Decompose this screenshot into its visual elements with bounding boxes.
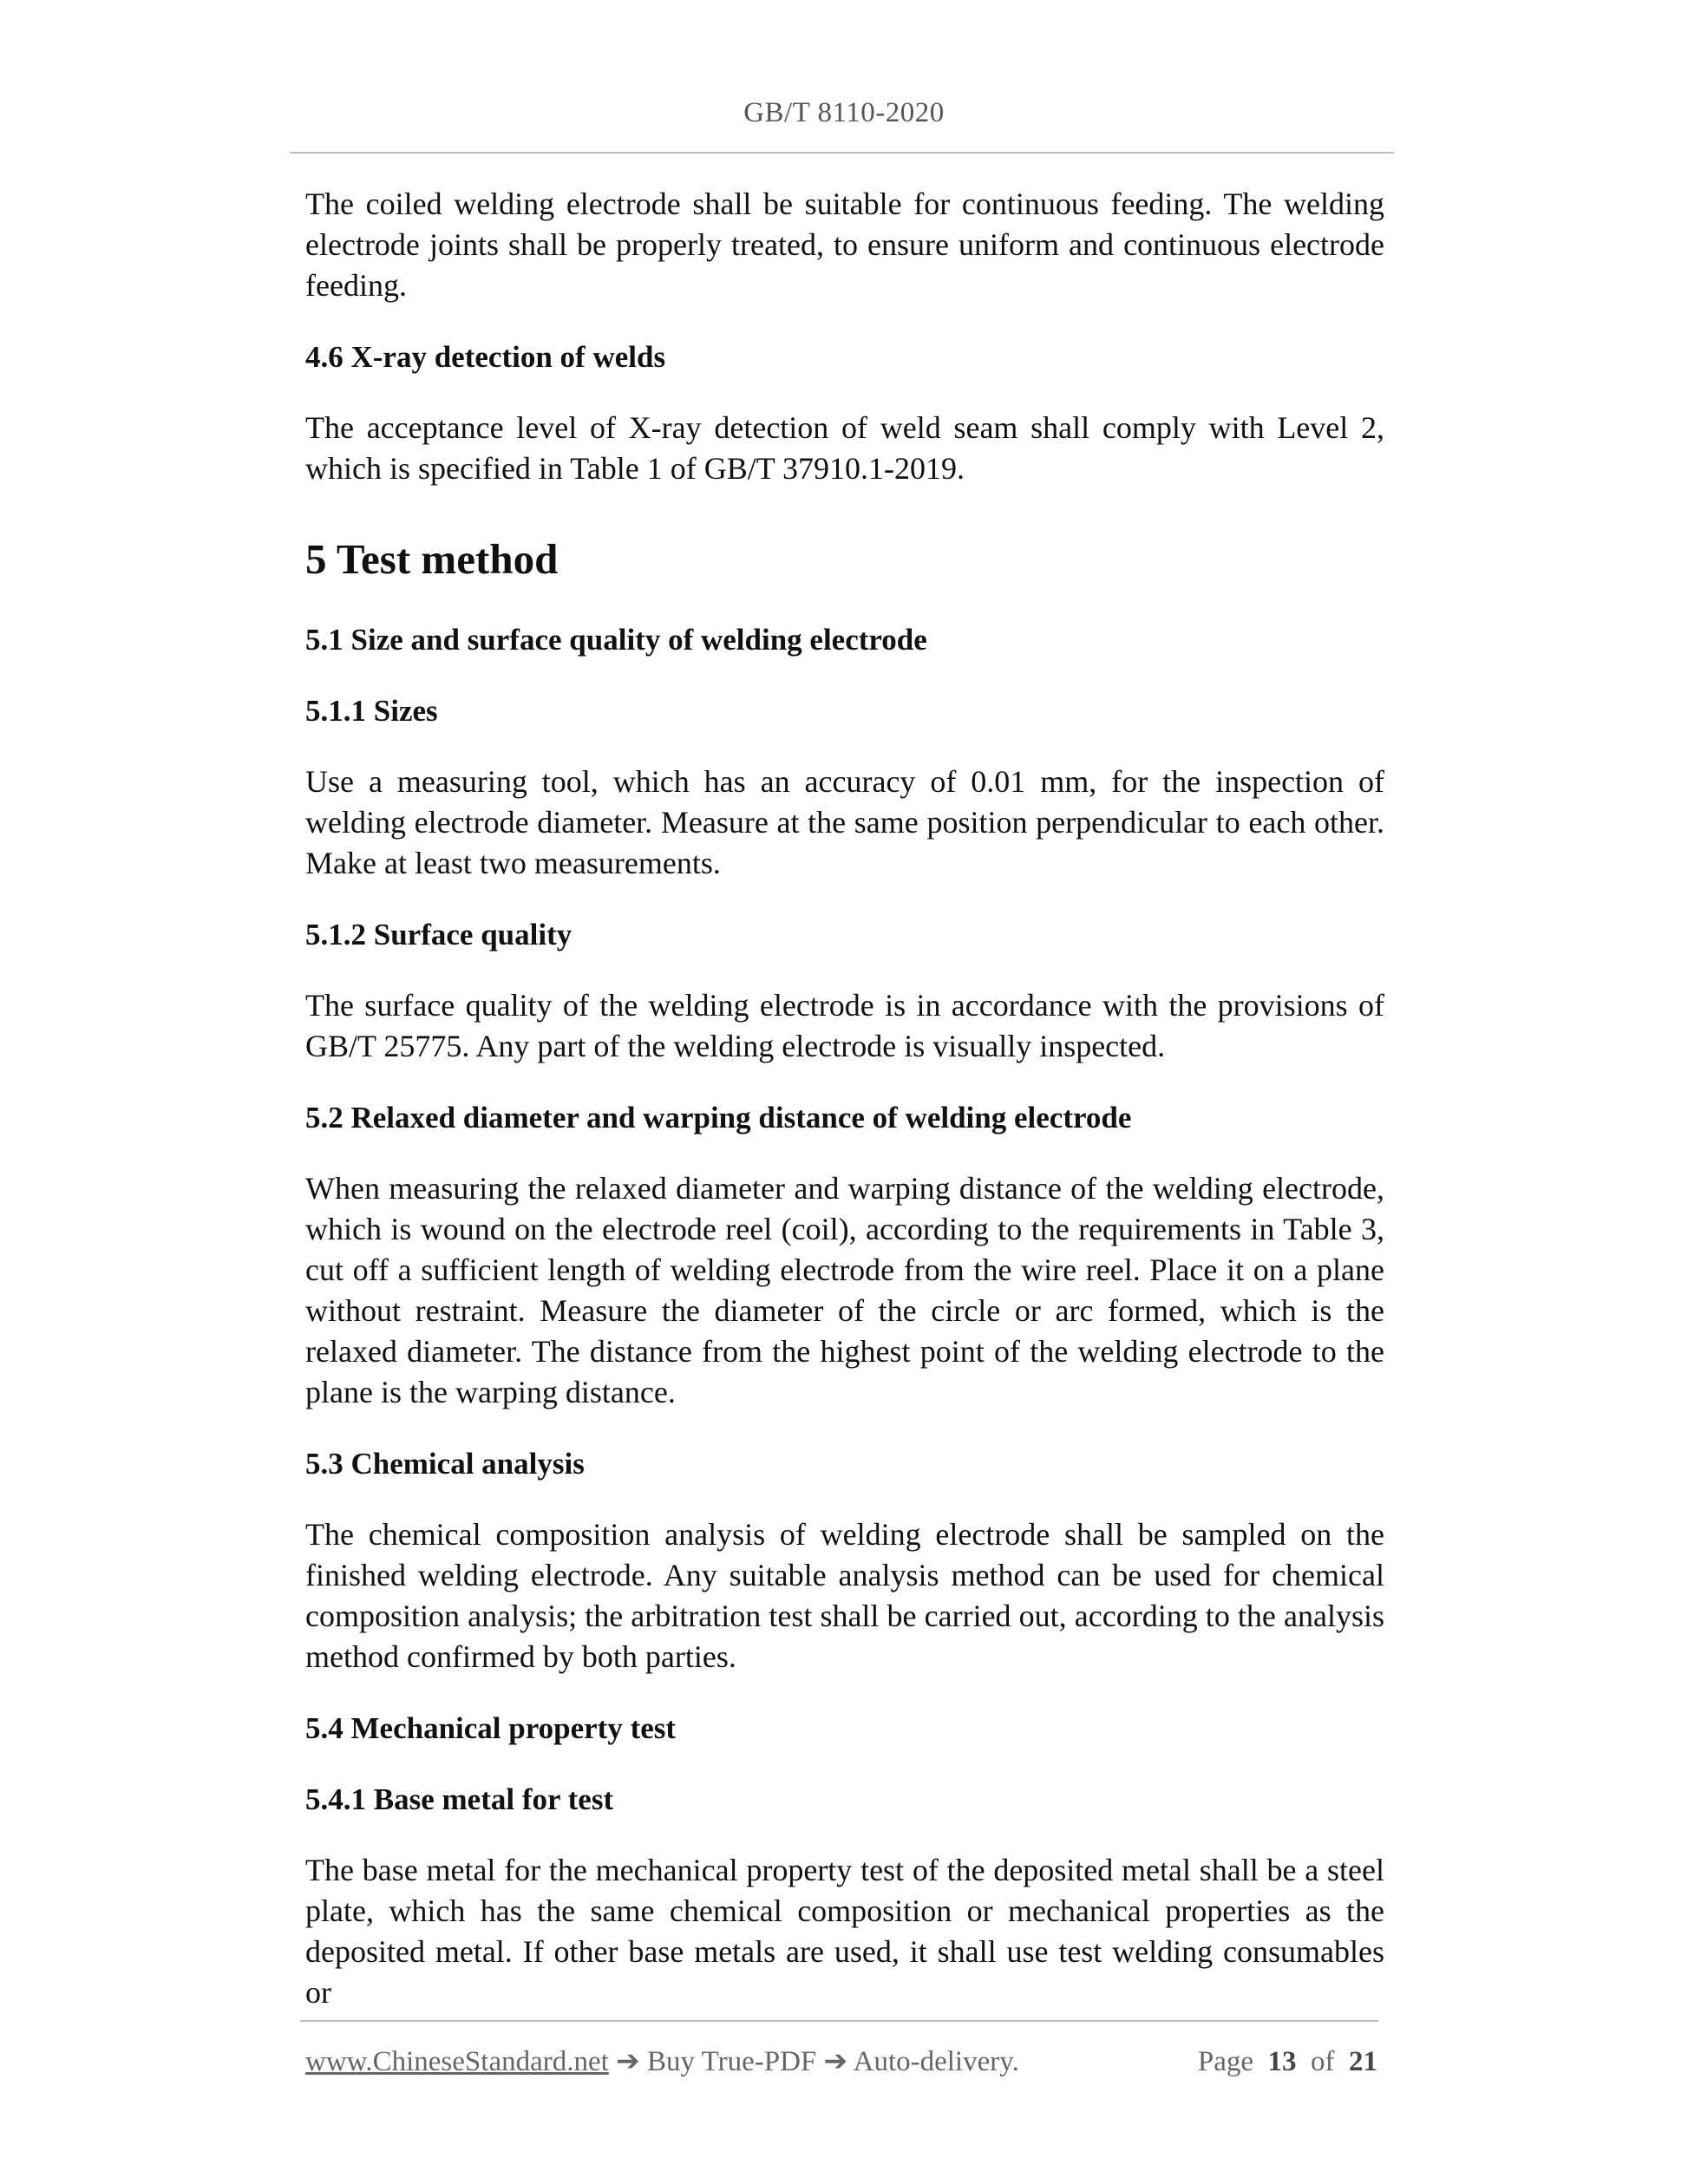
- heading-4-6: 4.6 X-ray detection of welds: [305, 340, 666, 374]
- paragraph-intro: The coiled welding electrode shall be suitable for continuous feeding. The welding electrode joints shall be properly treated, to ensure uniform and continuous electrode feeding.: [305, 186, 1384, 303]
- page-total: 21: [1349, 2046, 1377, 2077]
- arrow-right-icon: ➔: [616, 2046, 640, 2077]
- buy-pdf-text: Buy True-PDF: [646, 2046, 817, 2077]
- paragraph-5-1-2: The surface quality of the welding electrode is in accordance with the provisions of GB/T 25775. Any part of the welding electrode is visually inspected.: [305, 988, 1384, 1063]
- page-current: 13: [1267, 2046, 1297, 2077]
- heading-5: 5 Test method: [305, 535, 559, 583]
- of-label: of: [1311, 2046, 1335, 2077]
- heading-5-1: 5.1 Size and surface quality of welding electrode: [305, 623, 927, 657]
- paragraph-5-1-1: Use a measuring tool, which has an accuracy of 0.01 mm, for the inspection of welding electrode diameter. Measure at the same position perpendicular to each other. Make at least two measurements.: [305, 764, 1384, 880]
- paragraph-5-4-1: The base metal for the mechanical property test of the deposited metal shall be a steel plate, which has the same chemical composition or mechanical properties as the deposited metal. If other base metals are used, it shall use test welding consumables or: [305, 1853, 1384, 2010]
- site-link[interactable]: www.ChineseStandard.net: [305, 2046, 609, 2077]
- paragraph-5-2: When measuring the relaxed diameter and warping distance of the welding electrode, which is wound on the electrode reel (coil), according to the requirements in Table 3, cut off a sufficient length of welding electrode from the wire reel. Place it on a plane without restraint. Measure the diameter of the circle or arc formed, which is the relaxed diameter. The distance from the highest point of the welding electrode to the plane is the warping distance.: [305, 1171, 1384, 1409]
- heading-5-1-2: 5.1.2 Surface quality: [305, 918, 572, 951]
- heading-5-3: 5.3 Chemical analysis: [305, 1447, 585, 1481]
- page-number: [1198, 2043, 1377, 2081]
- heading-5-1-1: 5.1.1 Sizes: [305, 694, 438, 728]
- page-header: GB/T 8110-2020: [743, 97, 945, 128]
- heading-5-4: 5.4 Mechanical property test: [305, 1711, 677, 1745]
- document-body: [305, 184, 1384, 2013]
- footer-promo: [305, 2043, 1019, 2081]
- page-label: Page: [1197, 2046, 1253, 2077]
- heading-5-2: 5.2 Relaxed diameter and warping distance of welding electrode: [305, 1101, 1132, 1135]
- footer-divider: [300, 2020, 1378, 2022]
- header-divider: [290, 152, 1394, 154]
- paragraph-5-3: The chemical composition analysis of welding electrode shall be sampled on the finished welding electrode. Any suitable analysis method can be used for chemical composition analysis; the arbitration test shall be carried out, according to the analysis method confirmed by both parties.: [305, 1517, 1384, 1674]
- paragraph-4-6: The acceptance level of X-ray detection of weld seam shall comply with Level 2, which is specified in Table 1 of GB/T 37910.1-2019.: [305, 410, 1384, 486]
- arrow-right-icon: ➔: [823, 2046, 848, 2077]
- auto-delivery-text: Auto-delivery.: [853, 2046, 1019, 2077]
- heading-5-4-1: 5.4.1 Base metal for test: [305, 1782, 614, 1816]
